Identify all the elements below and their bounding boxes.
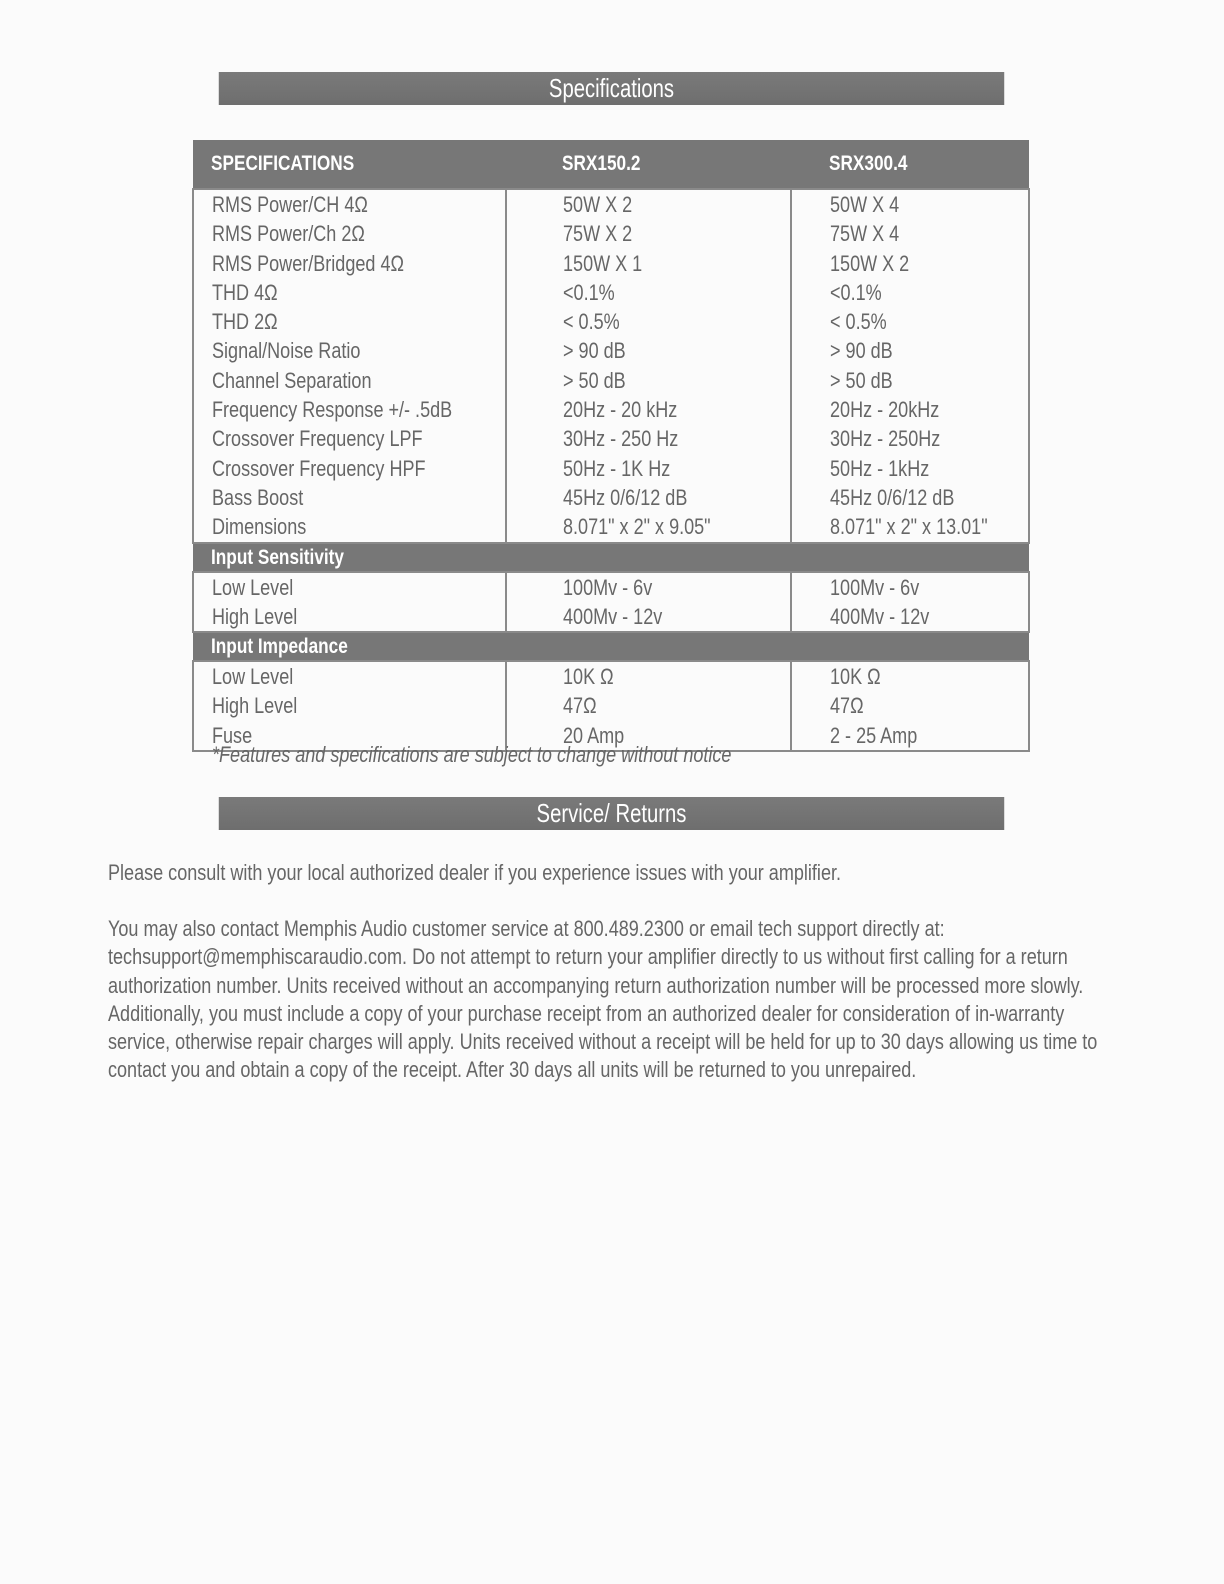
spec-value-cell: 50W X 4 xyxy=(791,189,1029,219)
table-row xyxy=(193,454,1029,483)
specifications-section-header xyxy=(219,72,1004,105)
spec-label-cell: Channel Separation xyxy=(193,366,506,395)
spec-value-cell: 400Mv - 12v xyxy=(506,602,791,632)
input-impedance-body xyxy=(193,661,1029,751)
table-row xyxy=(193,691,1029,720)
spec-label-cell: THD 2Ω xyxy=(193,307,506,336)
spec-label-cell: Fuse xyxy=(193,721,506,751)
spec-value-cell: 8.071" x 2" x 9.05" xyxy=(506,512,791,542)
header-specifications: SPECIFICATIONS xyxy=(193,140,506,189)
spec-label-cell: High Level xyxy=(193,691,506,720)
spec-value-cell: > 50 dB xyxy=(791,366,1029,395)
spec-label-cell: Low Level xyxy=(193,661,506,691)
table-row xyxy=(193,395,1029,424)
spec-label-cell: THD 4Ω xyxy=(193,278,506,307)
spec-label-cell: Signal/Noise Ratio xyxy=(193,336,506,365)
input-sensitivity-body xyxy=(193,572,1029,633)
main-specs-body xyxy=(193,189,1029,543)
spec-value-cell: 50Hz - 1K Hz xyxy=(506,454,791,483)
spec-value-cell: 50W X 2 xyxy=(506,189,791,219)
spec-value-cell: 47Ω xyxy=(506,691,791,720)
spec-label-cell: High Level xyxy=(193,602,506,632)
spec-label-cell: Crossover Frequency HPF xyxy=(193,454,506,483)
spec-value-cell: 2 - 25 Amp xyxy=(791,721,1029,751)
spec-value-cell: 20 Amp xyxy=(506,721,791,751)
spec-value-cell: 45Hz 0/6/12 dB xyxy=(791,483,1029,512)
group-row-input-sensitivity xyxy=(193,543,1029,572)
table-row xyxy=(193,307,1029,336)
spec-label-cell: Bass Boost xyxy=(193,483,506,512)
spec-label-cell: Low Level xyxy=(193,572,506,602)
spec-value-cell: 50Hz - 1kHz xyxy=(791,454,1029,483)
service-paragraph-2: You may also contact Memphis Audio customer service at 800.489.2300 or email tech support directly at: techsupport@memphiscaraudio.com. Do not attempt to return your amplifier directly to us without first calling for a return authorization number. Units received without an accompanying return authorization number will be processed more slowly. Additionally, you must include a copy of your purchase receipt from an authorized dealer for consideration of in-warranty service, otherwise repair charges will apply. Units received without a receipt will be held for up to 30 days allowing us time to contact you and obtain a copy of the receipt. After 30 days all units will be returned to you unrepaired. xyxy=(108,916,1098,1083)
spec-value-cell: <0.1% xyxy=(506,278,791,307)
service-paragraph-1: Please consult with your local authorized dealer if you experience issues with your amplifier. xyxy=(108,860,842,885)
spec-label-cell: Dimensions xyxy=(193,512,506,542)
table-row xyxy=(193,424,1029,453)
header-srx300-4: SRX300.4 xyxy=(791,140,1029,189)
spec-label-cell: RMS Power/Bridged 4Ω xyxy=(193,249,506,278)
table-row xyxy=(193,366,1029,395)
spec-label-cell: RMS Power/CH 4Ω xyxy=(193,189,506,219)
spec-value-cell: 30Hz - 250Hz xyxy=(791,424,1029,453)
spec-value-cell: 20Hz - 20 kHz xyxy=(506,395,791,424)
service-returns-title: Service/ Returns xyxy=(536,798,687,828)
spec-label-cell: RMS Power/Ch 2Ω xyxy=(193,219,506,248)
spec-value-cell: 150W X 2 xyxy=(791,249,1029,278)
footnote: *Features and specifications are subject to change without notice xyxy=(212,742,732,767)
table-row xyxy=(193,219,1029,248)
spec-value-cell: 150W X 1 xyxy=(506,249,791,278)
spec-value-cell: < 0.5% xyxy=(791,307,1029,336)
spec-value-cell: <0.1% xyxy=(791,278,1029,307)
spec-value-cell: 10K Ω xyxy=(506,661,791,691)
spec-value-cell: 10K Ω xyxy=(791,661,1029,691)
spec-value-cell: > 90 dB xyxy=(791,336,1029,365)
service-returns-section-header xyxy=(219,797,1004,830)
table-row xyxy=(193,572,1029,602)
spec-value-cell: > 90 dB xyxy=(506,336,791,365)
spec-value-cell: > 50 dB xyxy=(506,366,791,395)
spec-value-cell: 8.071" x 2" x 13.01" xyxy=(791,512,1029,542)
spec-label-cell: Crossover Frequency LPF xyxy=(193,424,506,453)
table-row xyxy=(193,483,1029,512)
table-row xyxy=(193,278,1029,307)
spec-value-cell: < 0.5% xyxy=(506,307,791,336)
spec-value-cell: 20Hz - 20kHz xyxy=(791,395,1029,424)
spec-value-cell: 47Ω xyxy=(791,691,1029,720)
specifications-table xyxy=(192,140,1030,752)
table-row xyxy=(193,336,1029,365)
group-title: Input Impedance xyxy=(211,635,348,659)
spec-value-cell: 400Mv - 12v xyxy=(791,602,1029,632)
spec-value-cell: 100Mv - 6v xyxy=(791,572,1029,602)
group-title: Input Sensitivity xyxy=(211,545,344,569)
spec-value-cell: 75W X 4 xyxy=(791,219,1029,248)
table-header-row xyxy=(193,140,1029,189)
table-row xyxy=(193,661,1029,691)
table-row xyxy=(193,189,1029,219)
table-row xyxy=(193,249,1029,278)
group-row-input-impedance xyxy=(193,632,1029,661)
table-row xyxy=(193,512,1029,542)
specifications-title: Specifications xyxy=(548,73,675,103)
spec-value-cell: 75W X 2 xyxy=(506,219,791,248)
spec-label-cell: Frequency Response +/- .5dB xyxy=(193,395,506,424)
spec-value-cell: 30Hz - 250 Hz xyxy=(506,424,791,453)
table-row xyxy=(193,602,1029,632)
spec-value-cell: 100Mv - 6v xyxy=(506,572,791,602)
header-srx150-2: SRX150.2 xyxy=(506,140,791,189)
spec-value-cell: 45Hz 0/6/12 dB xyxy=(506,483,791,512)
